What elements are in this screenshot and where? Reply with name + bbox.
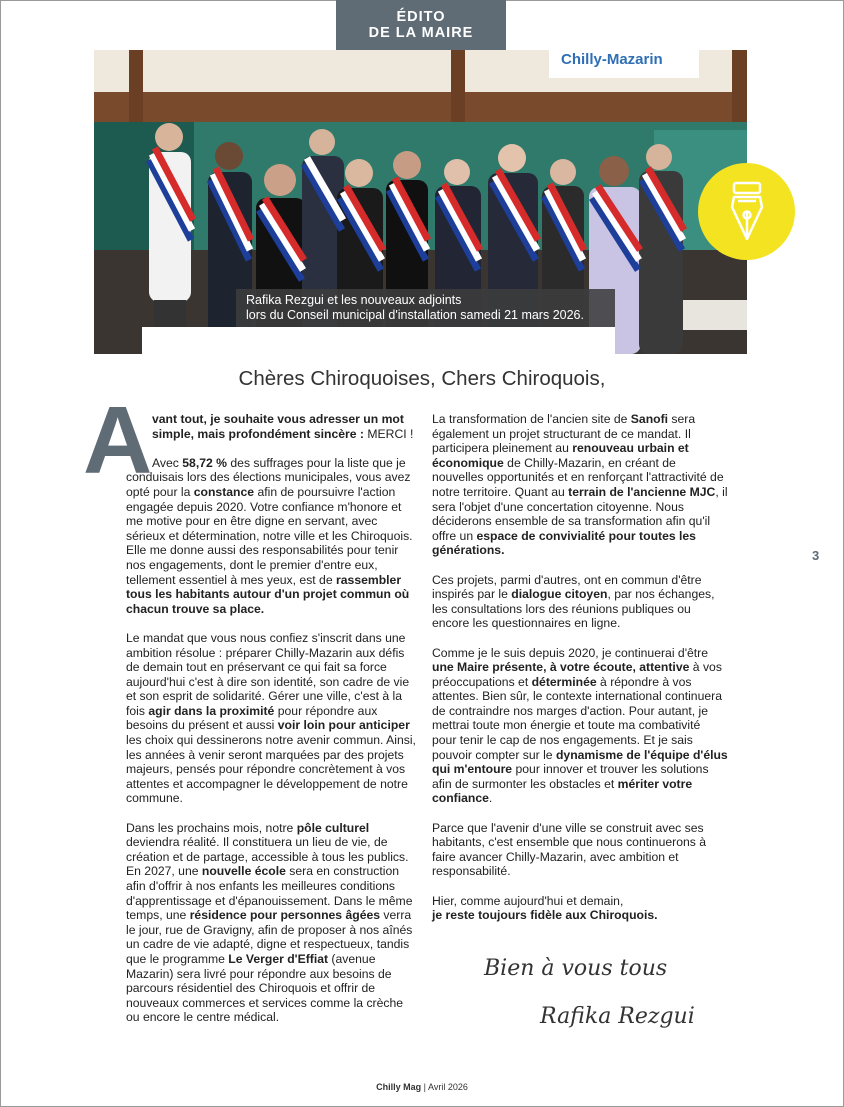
handwritten-signature [470, 945, 750, 1045]
emphasis: résidence pour personnes âgées [189, 908, 381, 923]
caption-line-1: Rafika Rezgui et les nouveaux adjoints [246, 293, 462, 307]
paragraph: Avec 58,72 % des suffrages pour la liste que je conduisais lors des élections municipales, vous avez opté pour la constance afin de poursuivre l'action engagée depuis 2020. Votre confiance m'honore et me motive pour en être digne en servant, avec sérieux et détermination, notre ville et les Chiroquois. Elle me donne aussi des responsabilités pour tenir nos engagements, dont le premier d'entre eux, tellement essentiel à mes yeux, est de rassembler tous les habitants autour d'un projet commun où chacun trouve sa place. [126, 455, 413, 616]
paragraph: Ces projets, parmi d'autres, ont en commun d'être inspirés par le dialogue citoyen, par nos échanges, les consultations lors des réunions publiques ou encore les questionnaires en ligne. [432, 572, 715, 631]
salutation-heading: Chères Chiroquoises, Chers Chiroquois, [238, 367, 606, 390]
signature-line-1: Bien à vous tous [484, 956, 668, 981]
page-footer [0, 1082, 844, 1092]
signature-line-2: Rafika Rezgui [540, 1004, 695, 1029]
emphasis: espace de convivialité pour toutes les générations. [432, 528, 696, 558]
paragraph: Comme je le suis depuis 2020, je continuerai d'être une Maire présente, à votre écoute, attentive à vos préoccupations et déterminée à répondre à vos attentes. Bien sûr, le contexte international continuera de contraindre nos marges d'action. Pour autant, je mettrai toute mon énergie et toute ma combativité pour tenir le cap de nos engagements. Et je sais pouvoir compter sur le dynamisme de l'équipe d'élus qui m'entoure pour innover et trouver les solutions afin de surmonter les obstacles et mériter votre confiance. [432, 645, 728, 806]
drop-cap: A [83, 387, 153, 494]
emphasis: une Maire présente, à votre écoute, attentive [432, 660, 690, 675]
emphasis: Sanofi [630, 412, 669, 426]
paragraph [432, 908, 728, 923]
emphasis: nouvelle école [201, 864, 286, 879]
paragraph: Dans les prochains mois, notre pôle culturel deviendra réalité. Il constituera un lieu de vie, de création et de partage, accessible à tous les publics. En 2027, une nouvelle école sera en construction afin d'offrir à nos enfants les meilleures conditions d'apprentissage et d'épanouissement. Dans le même temps, une résidence pour personnes âgées verra le jour, rue de Gravigny, afin de proposer à nos aînés un cadre de vie adapté, digne et respectueux, tandis que le programme Le Verger d'Effiat (avenue Mazarin) sera livré pour répondre aux besoins de parcours résidentiel des Chiroquois et offrir de nouveaux commerces et services comme la crèche ou encore le centre médical. [126, 820, 413, 1025]
emphasis: je reste toujours fidèle aux Chiroquois. [432, 908, 658, 923]
emphasis: rassembler tous les habitants autour d'un projet commun où chacun trouve sa place. [126, 572, 410, 616]
fountain-pen-badge [698, 163, 795, 260]
right-text-column [432, 412, 728, 937]
edito-header-tab [336, 0, 506, 50]
header-line-1: ÉDITO [396, 9, 446, 25]
page-number: 3 [812, 548, 820, 563]
paragraph: Hier, comme aujourd'hui et demain, [432, 893, 624, 908]
left-text-column [126, 412, 418, 1040]
banner-text: Chilly-Mazarin [561, 51, 663, 68]
paragraph: vant tout, je souhaite vous adresser un mot simple, mais profondément sincère : MERCI ! [152, 412, 414, 441]
emphasis: terrain de l'ancienne MJC [568, 484, 716, 499]
paragraph: La transformation de l'ancien site de Sanofi sera également un projet structurant de ce mandat. Il participera pleinement au renouveau urbain et économique de Chilly-Mazarin, en créant de nouvelles opportunités et en renforçant l'attractivité de notre territoire. Quant au terrain de l'ancienne MJC, il sera l'objet d'une concertation citoyenne. Nous déciderons ensemble de sa transformation afin qu'il offre un espace de convivialité pour toutes les générations. [432, 412, 728, 558]
emphasis: renouveau urbain et économique [432, 441, 689, 470]
emphasis: déterminée [531, 674, 597, 689]
emphasis: 58,72 % [182, 455, 227, 470]
photo-white-gap [142, 327, 615, 355]
paragraph: Parce que l'avenir d'une ville se construit avec ses habitants, c'est ensemble que nous continuerons à faire avancer Chilly-Mazarin, avec ambition et responsabilité. [432, 820, 707, 879]
emphasis: vant tout, je souhaite vous adresser un mot simple, mais profondément sincère : [152, 412, 404, 441]
header-line-2: DE LA MAIRE [368, 25, 474, 41]
emphasis: Le Verger d'Effiat [228, 951, 329, 966]
caption-line-2: lors du Conseil municipal d'installation samedi 21 mars 2026. [246, 308, 584, 322]
emphasis: dialogue citoyen [511, 587, 608, 602]
paragraph: Le mandat que vous nous confiez s'inscrit dans une ambition résolue : préparer Chilly-Mazarin aux défis de demain tout en préservant ce qui fait sa force aujourd'hui c'est à dire son identité, son cadre de vie et son esprit de solidarité. Gérer une ville, c'est à la fois agir dans la proximité pour répondre aux besoins du présent et aussi voir loin pour anticiper les choix qui dessinerons notre avenir commun. Ainsi, les années à venir seront marquées par des projets majeurs, pensés pour répondre concrètement à vos attentes et accompagner le développement de notre commune. [126, 630, 416, 806]
emphasis: pôle culturel [296, 820, 370, 835]
photo-caption [236, 289, 615, 327]
emphasis: voir loin pour anticiper [277, 718, 410, 733]
emphasis: dynamisme de l'équipe d'élus qui m'entoure [432, 747, 728, 777]
emphasis: mériter votre confiance [432, 776, 693, 806]
footer-issue: | Avril 2026 [423, 1082, 468, 1092]
emphasis: agir dans la proximité [148, 703, 275, 718]
footer-magazine: Chilly Mag [376, 1082, 422, 1092]
emphasis: constance [193, 484, 255, 499]
fountain-pen-icon [698, 163, 795, 260]
